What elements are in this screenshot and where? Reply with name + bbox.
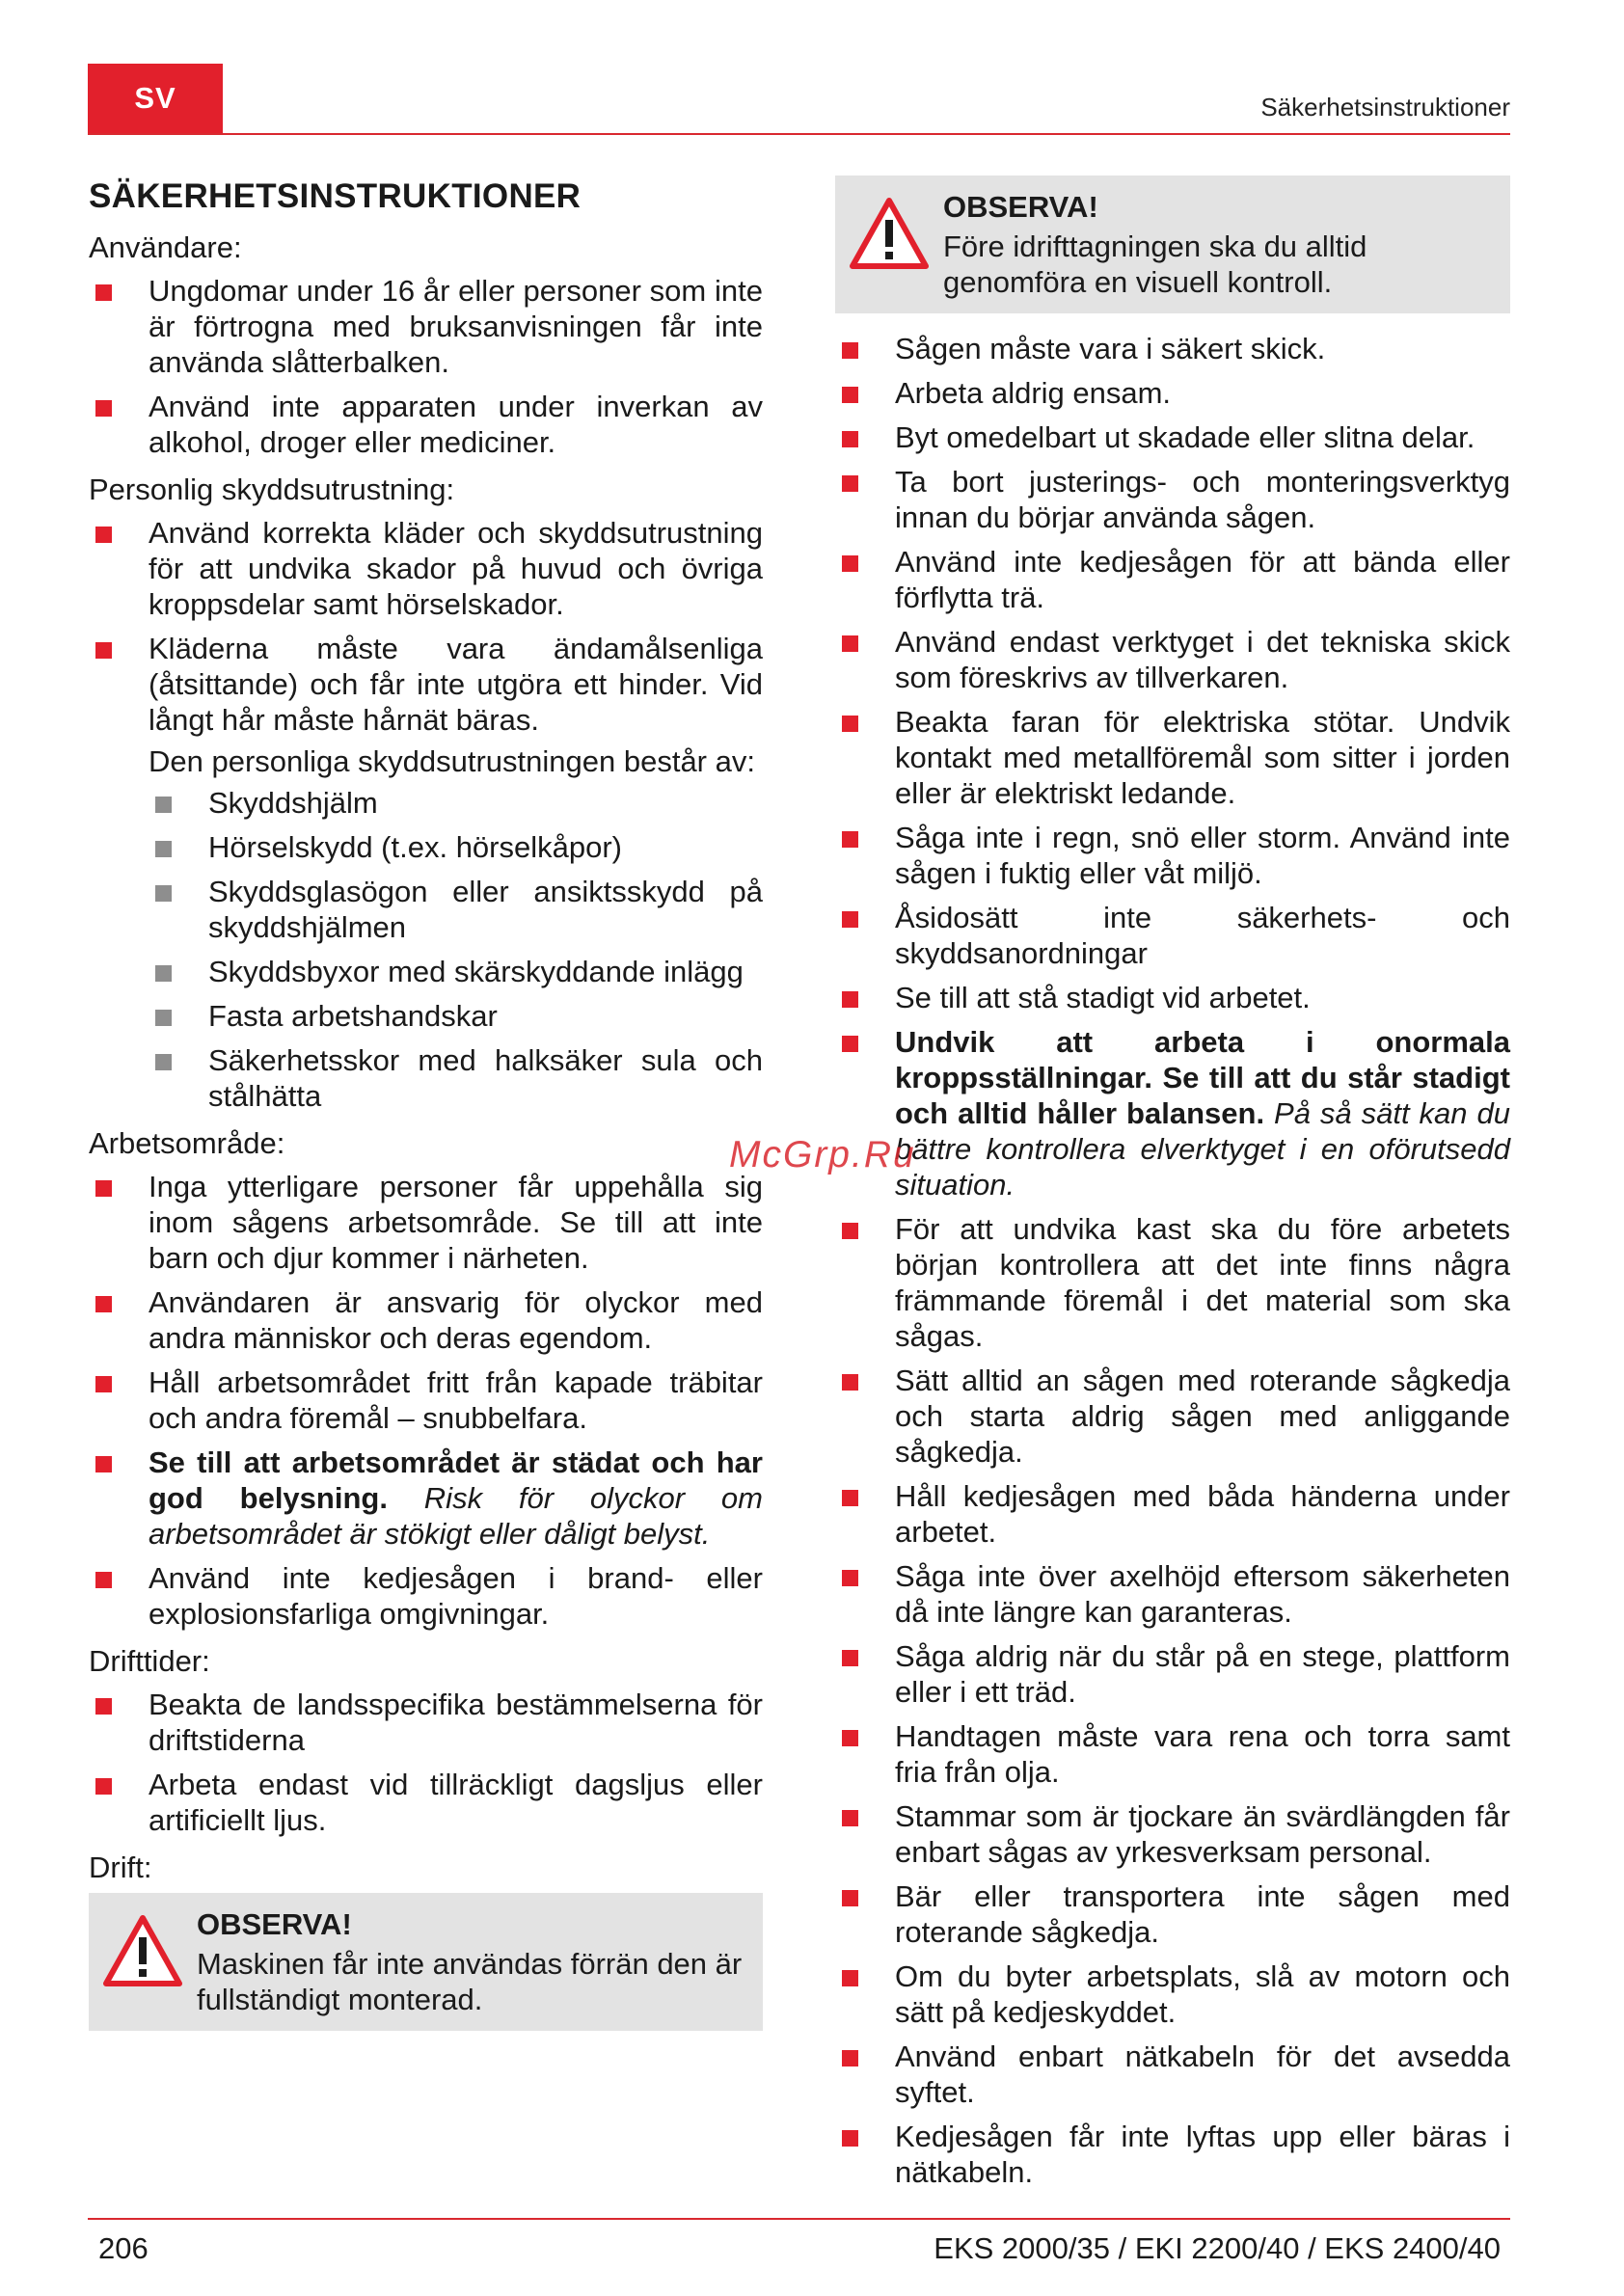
notice-title: OBSERVA! bbox=[943, 190, 1098, 224]
footer-rule bbox=[88, 2218, 1510, 2220]
list-item: Använd enbart nätkabeln för det avsedda syftet. bbox=[835, 2039, 1510, 2110]
operation-label: Drift: bbox=[89, 1850, 152, 1884]
work-area-italic-text: Risk för olyckor om arbetsområdet är stökigt eller dåligt belyst. bbox=[149, 1481, 763, 1551]
list-item bbox=[89, 1445, 763, 1552]
list-item bbox=[89, 631, 763, 1114]
balance-bold-text: Undvik att arbeta i onormala kroppsställningar. Se till att du står stadigt och alltid håller balansen. bbox=[895, 1025, 1510, 1130]
ppe-items-list bbox=[89, 785, 763, 1114]
safety-list-a bbox=[835, 331, 1510, 2190]
list-item: Använd endast verktyget i det tekniska skick som föreskrivs av tillverkaren. bbox=[835, 624, 1510, 695]
list-item: Arbeta endast vid tillräckligt dagsljus eller artificiellt ljus. bbox=[89, 1767, 763, 1838]
list-item: Använd korrekta kläder och skyddsutrustning för att undvika skador på huvud och övriga kroppsdelar samt hörselskador. bbox=[89, 515, 763, 622]
list-item: Arbeta aldrig ensam. bbox=[835, 375, 1510, 411]
list-item: För att undvika kast ska du före arbetets början kontrollera att det inte finns några främmande föremål i det material som ska sågas. bbox=[835, 1211, 1510, 1354]
sub-list-item: Skyddsbyxor med skärskyddande inlägg bbox=[149, 954, 763, 989]
notice-text: Maskinen får inte användas förrän den är fullständigt monterad. bbox=[197, 1947, 743, 2016]
list-item: Stammar som är tjockare än svärdlängden får enbart sågas av yrkesverksam personal. bbox=[835, 1798, 1510, 1870]
list-item: Inga ytterligare personer får uppehålla sig inom sågens arbetsområde. Se till att inte barn och djur kommer i närheten. bbox=[89, 1169, 763, 1276]
footer-model: EKS 2000/35 / EKI 2200/40 / EKS 2400/40 bbox=[934, 2231, 1501, 2265]
list-item: Beakta de landsspecifika bestämmelserna för driftstiderna bbox=[89, 1687, 763, 1758]
list-item: Använd inte kedjesågen för att bända eller förflytta trä. bbox=[835, 544, 1510, 615]
list-item: Sågen måste vara i säkert skick. bbox=[835, 331, 1510, 366]
watermark: McGrp.Ru bbox=[729, 1134, 916, 1175]
language-tab: SV bbox=[88, 64, 223, 133]
sub-list-item: Hörselskydd (t.ex. hörselkåpor) bbox=[149, 829, 763, 865]
list-item: Beakta faran för elektriska stötar. Undvik kontakt med metallföremål som sitter i jorden eller är elektriskt ledande. bbox=[835, 704, 1510, 811]
sub-list-item: Skyddsglasögon eller ansiktsskydd på skyddshjälmen bbox=[149, 874, 763, 945]
list-item: Användaren är ansvarig för olyckor med andra människor och deras egendom. bbox=[89, 1284, 763, 1356]
list-item: Använd inte kedjesågen i brand- eller explosionsfarliga omgivningar. bbox=[89, 1560, 763, 1632]
balance-italic-text: På så sätt kan du bättre kontrollera elverktyget i en oförutsedd situation. bbox=[895, 1096, 1510, 1202]
section-title: SÄKERHETSINSTRUKTIONER bbox=[89, 177, 582, 215]
warning-triangle-icon bbox=[849, 197, 930, 270]
warning-triangle-icon bbox=[102, 1914, 183, 1987]
right-column bbox=[835, 172, 1510, 2199]
list-item: Handtagen måste vara rena och torra samt fria från olja. bbox=[835, 1718, 1510, 1790]
list-item: Såga inte över axelhöjd eftersom säkerheten då inte längre kan garanteras. bbox=[835, 1558, 1510, 1630]
list-item: Byt omedelbart ut skadade eller slitna delar. bbox=[835, 419, 1510, 455]
list-item-text: Kläderna måste vara ändamålsenliga (åtsittande) och får inte utgöra ett hinder. Vid långt hår måste hårnät bäras. bbox=[149, 632, 763, 737]
op-times-list bbox=[89, 1687, 763, 1838]
sub-list-item: Säkerhetsskor med halksäker sula och stålhätta bbox=[149, 1042, 763, 1114]
list-item: Kedjesågen får inte lyftas upp eller bäras i nätkabeln. bbox=[835, 2119, 1510, 2190]
ppe-label: Personlig skyddsutrustning: bbox=[89, 473, 455, 506]
list-item: Använd inte apparaten under inverkan av alkohol, droger eller mediciner. bbox=[89, 389, 763, 460]
notice-title: OBSERVA! bbox=[197, 1907, 352, 1941]
list-item: Håll kedjesågen med båda händerna under arbetet. bbox=[835, 1478, 1510, 1550]
left-column bbox=[89, 172, 763, 2042]
op-times-label: Drifttider: bbox=[89, 1644, 210, 1678]
ppe-consists-text: Den personliga skyddsutrustningen består av: bbox=[149, 744, 755, 778]
work-area-list bbox=[89, 1169, 763, 1632]
list-item: Ungdomar under 16 år eller personer som inte är förtrogna med bruksanvisningen får inte använda slåtterbalken. bbox=[89, 273, 763, 380]
list-item: Ta bort justerings- och monteringsverktyg innan du börjar använda sågen. bbox=[835, 464, 1510, 535]
list-item: Håll arbetsområdet fritt från kapade träbitar och andra föremål – snubbelfara. bbox=[89, 1364, 763, 1436]
notice-box-visual-check bbox=[835, 176, 1510, 313]
ppe-list bbox=[89, 515, 763, 1114]
notice-box-assembly bbox=[89, 1893, 763, 2031]
list-item: Bär eller transportera inte sågen med roterande sågkedja. bbox=[835, 1878, 1510, 1950]
users-list bbox=[89, 273, 763, 460]
sub-list-item: Skyddshjälm bbox=[149, 785, 763, 821]
header-rule bbox=[88, 133, 1510, 135]
header-title: Säkerhetsinstruktioner bbox=[1260, 93, 1510, 122]
users-label: Användare: bbox=[89, 230, 242, 264]
list-item: Åsidosätt inte säkerhets- och skyddsanordningar bbox=[835, 900, 1510, 971]
list-item: Såga aldrig när du står på en stege, plattform eller i ett träd. bbox=[835, 1638, 1510, 1710]
sub-list-item: Fasta arbetshandskar bbox=[149, 998, 763, 1034]
notice-text: Före idrifttagningen ska du alltid genomföra en visuell kontroll. bbox=[943, 230, 1367, 299]
work-area-label: Arbetsområde: bbox=[89, 1126, 285, 1160]
list-item: Såga inte i regn, snö eller storm. Använd inte sågen i fuktig eller våt miljö. bbox=[835, 820, 1510, 891]
list-item bbox=[835, 1024, 1510, 1202]
list-item: Se till att stå stadigt vid arbetet. bbox=[835, 980, 1510, 1015]
page-number: 206 bbox=[98, 2231, 149, 2265]
work-area-bold-text: Se till att arbetsområdet är städat och har god belysning. bbox=[149, 1445, 763, 1515]
list-item: Sätt alltid an sågen med roterande sågkedja och starta aldrig sågen med anliggande sågkedja. bbox=[835, 1363, 1510, 1470]
list-item: Om du byter arbetsplats, slå av motorn och sätt på kedjeskyddet. bbox=[835, 1958, 1510, 2030]
